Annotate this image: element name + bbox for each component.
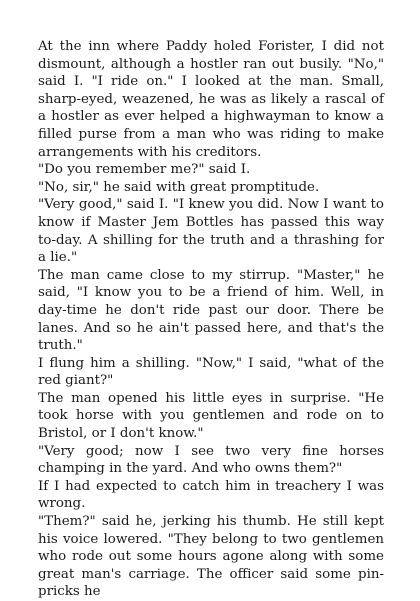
- paragraph: "No, sir," he said with great promptitude.: [38, 179, 320, 195]
- paragraph: "Do you remember me?" said I.: [38, 162, 251, 178]
- paragraph: "Them?" said he, jerking his thumb. He still kept his voice lowered. "They belong to two gentlemen who rode out some hours agone along with some great man's carriage. The officer said some pin-pricks he: [38, 514, 384, 600]
- paragraph: I flung him a shilling. "Now," I said, "what of the red giant?": [38, 355, 384, 389]
- paragraph: "Very good; now I see two very fine horses champing in the yard. And who owns them?": [38, 443, 384, 477]
- paragraph: The man came close to my stirrup. "Master," he said, "I know you to be a friend of him. Well, in day-time he don't ride past our door. There be lanes. And so he ain't passed here, and that's the truth.": [38, 267, 384, 354]
- paragraph: At the inn where Paddy holed Forister, I did not dismount, although a hostler ran out busily. "No," said I. "I ride on." I looked at the man. Small, sharp-eyed, weazened, he was as likely a rascal of a hostler as ever helped a highwayman to know a filled purse from a man who was riding to make arrangements with his creditors.: [38, 39, 384, 160]
- paragraph: The man opened his little eyes in surprise. "He took horse with you gentlemen and rode on to Bristol, or I don't know.": [38, 390, 384, 442]
- document-page: [38, 38, 384, 601]
- paragraph: "Very good," said I. "I knew you did. Now I want to know if Master Jem Bottles has passed this way to-day. A shilling for the truth and a thrashing for a lie.": [38, 197, 384, 266]
- paragraph: If I had expected to catch him in treachery I was wrong.: [38, 478, 384, 512]
